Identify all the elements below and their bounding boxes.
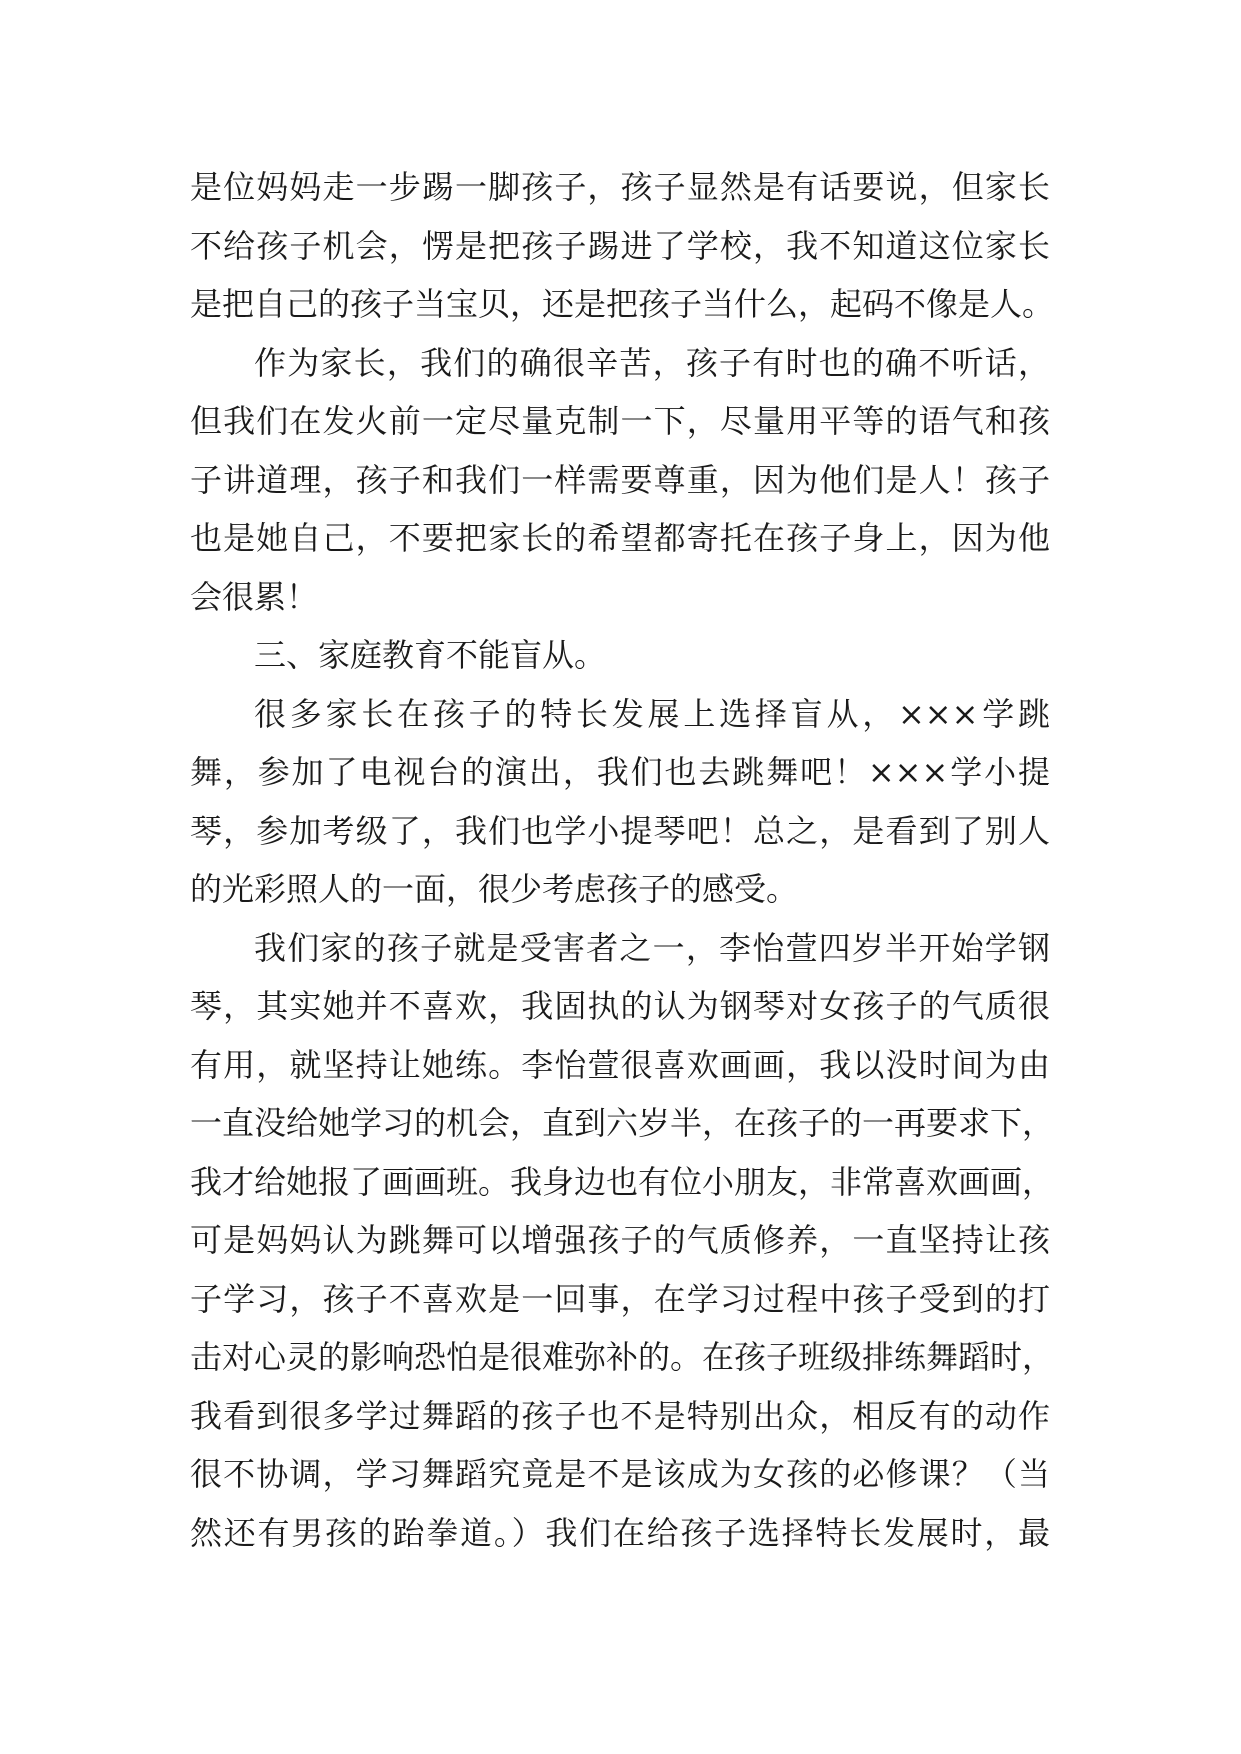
text-line: 但我们在发火前一定尽量克制一下，尽量用平等的语气和孩: [190, 402, 1050, 440]
text-line: 一直没给她学习的机会，直到六岁半，在孩子的一再要求下，: [190, 1104, 1055, 1142]
text-line: 子学习，孩子不喜欢是一回事，在学习过程中孩子受到的打: [190, 1279, 1050, 1318]
text-line: 会很累！: [190, 577, 319, 616]
text-line: 不给孩子机会，愣是把孩子踢进了学校，我不知道这位家长: [190, 226, 1050, 265]
text-line: 作为家长，我们的确很辛苦，孩子有时也的确不听话，: [254, 343, 1050, 382]
text-line: 我们家的孩子就是受害者之一，李怡萱四岁半开始学钢: [254, 928, 1050, 967]
body-text: [190, 158, 1055, 1562]
text-line: 是位妈妈走一步踢一脚孩子，孩子显然是有话要说，但家长: [190, 168, 1050, 206]
text-line: 琴，其实她并不喜欢，我固执的认为钢琴对女孩子的气质很: [190, 987, 1050, 1025]
text-line: 击对心灵的影响恐怕是很难弥补的。在孩子班级排练舞蹈时，: [190, 1338, 1055, 1376]
text-line: 很不协调，学习舞蹈究竟是不是该成为女孩的必修课？（当: [190, 1455, 1050, 1493]
text-line: 我看到很多学过舞蹈的孩子也不是特别出众，相反有的动作: [190, 1396, 1050, 1435]
text-line: 可是妈妈认为跳舞可以增强孩子的气质修养，一直坚持让孩: [190, 1221, 1050, 1259]
text-line: 也是她自己，不要把家长的希望都寄托在孩子身上，因为他: [190, 519, 1050, 557]
text-line: 的光彩照人的一面，很少考虑孩子的感受。: [190, 870, 799, 908]
text-line: 三、家庭教育不能盲从。: [254, 636, 607, 674]
text-line: 我才给她报了画画班。我身边也有位小朋友，非常喜欢画画，: [190, 1162, 1055, 1201]
text-line: 是把自己的孩子当宝贝，还是把孩子当什么，起码不像是人。: [190, 285, 1055, 323]
text-line: 子讲道理，孩子和我们一样需要尊重，因为他们是人！孩子: [190, 460, 1050, 499]
text-line: 很多家长在孩子的特长发展上选择盲从，×××学跳: [254, 694, 1050, 733]
text-line: 舞，参加了电视台的演出，我们也去跳舞吧！×××学小提: [190, 753, 1050, 791]
text-line: 有用，就坚持让她练。李怡萱很喜欢画画，我以没时间为由: [190, 1045, 1050, 1084]
text-line: 琴，参加考级了，我们也学小提琴吧！总之，是看到了别人: [190, 811, 1050, 850]
text-line: 然还有男孩的跆拳道。）我们在给孩子选择特长发展时，最: [190, 1513, 1050, 1552]
